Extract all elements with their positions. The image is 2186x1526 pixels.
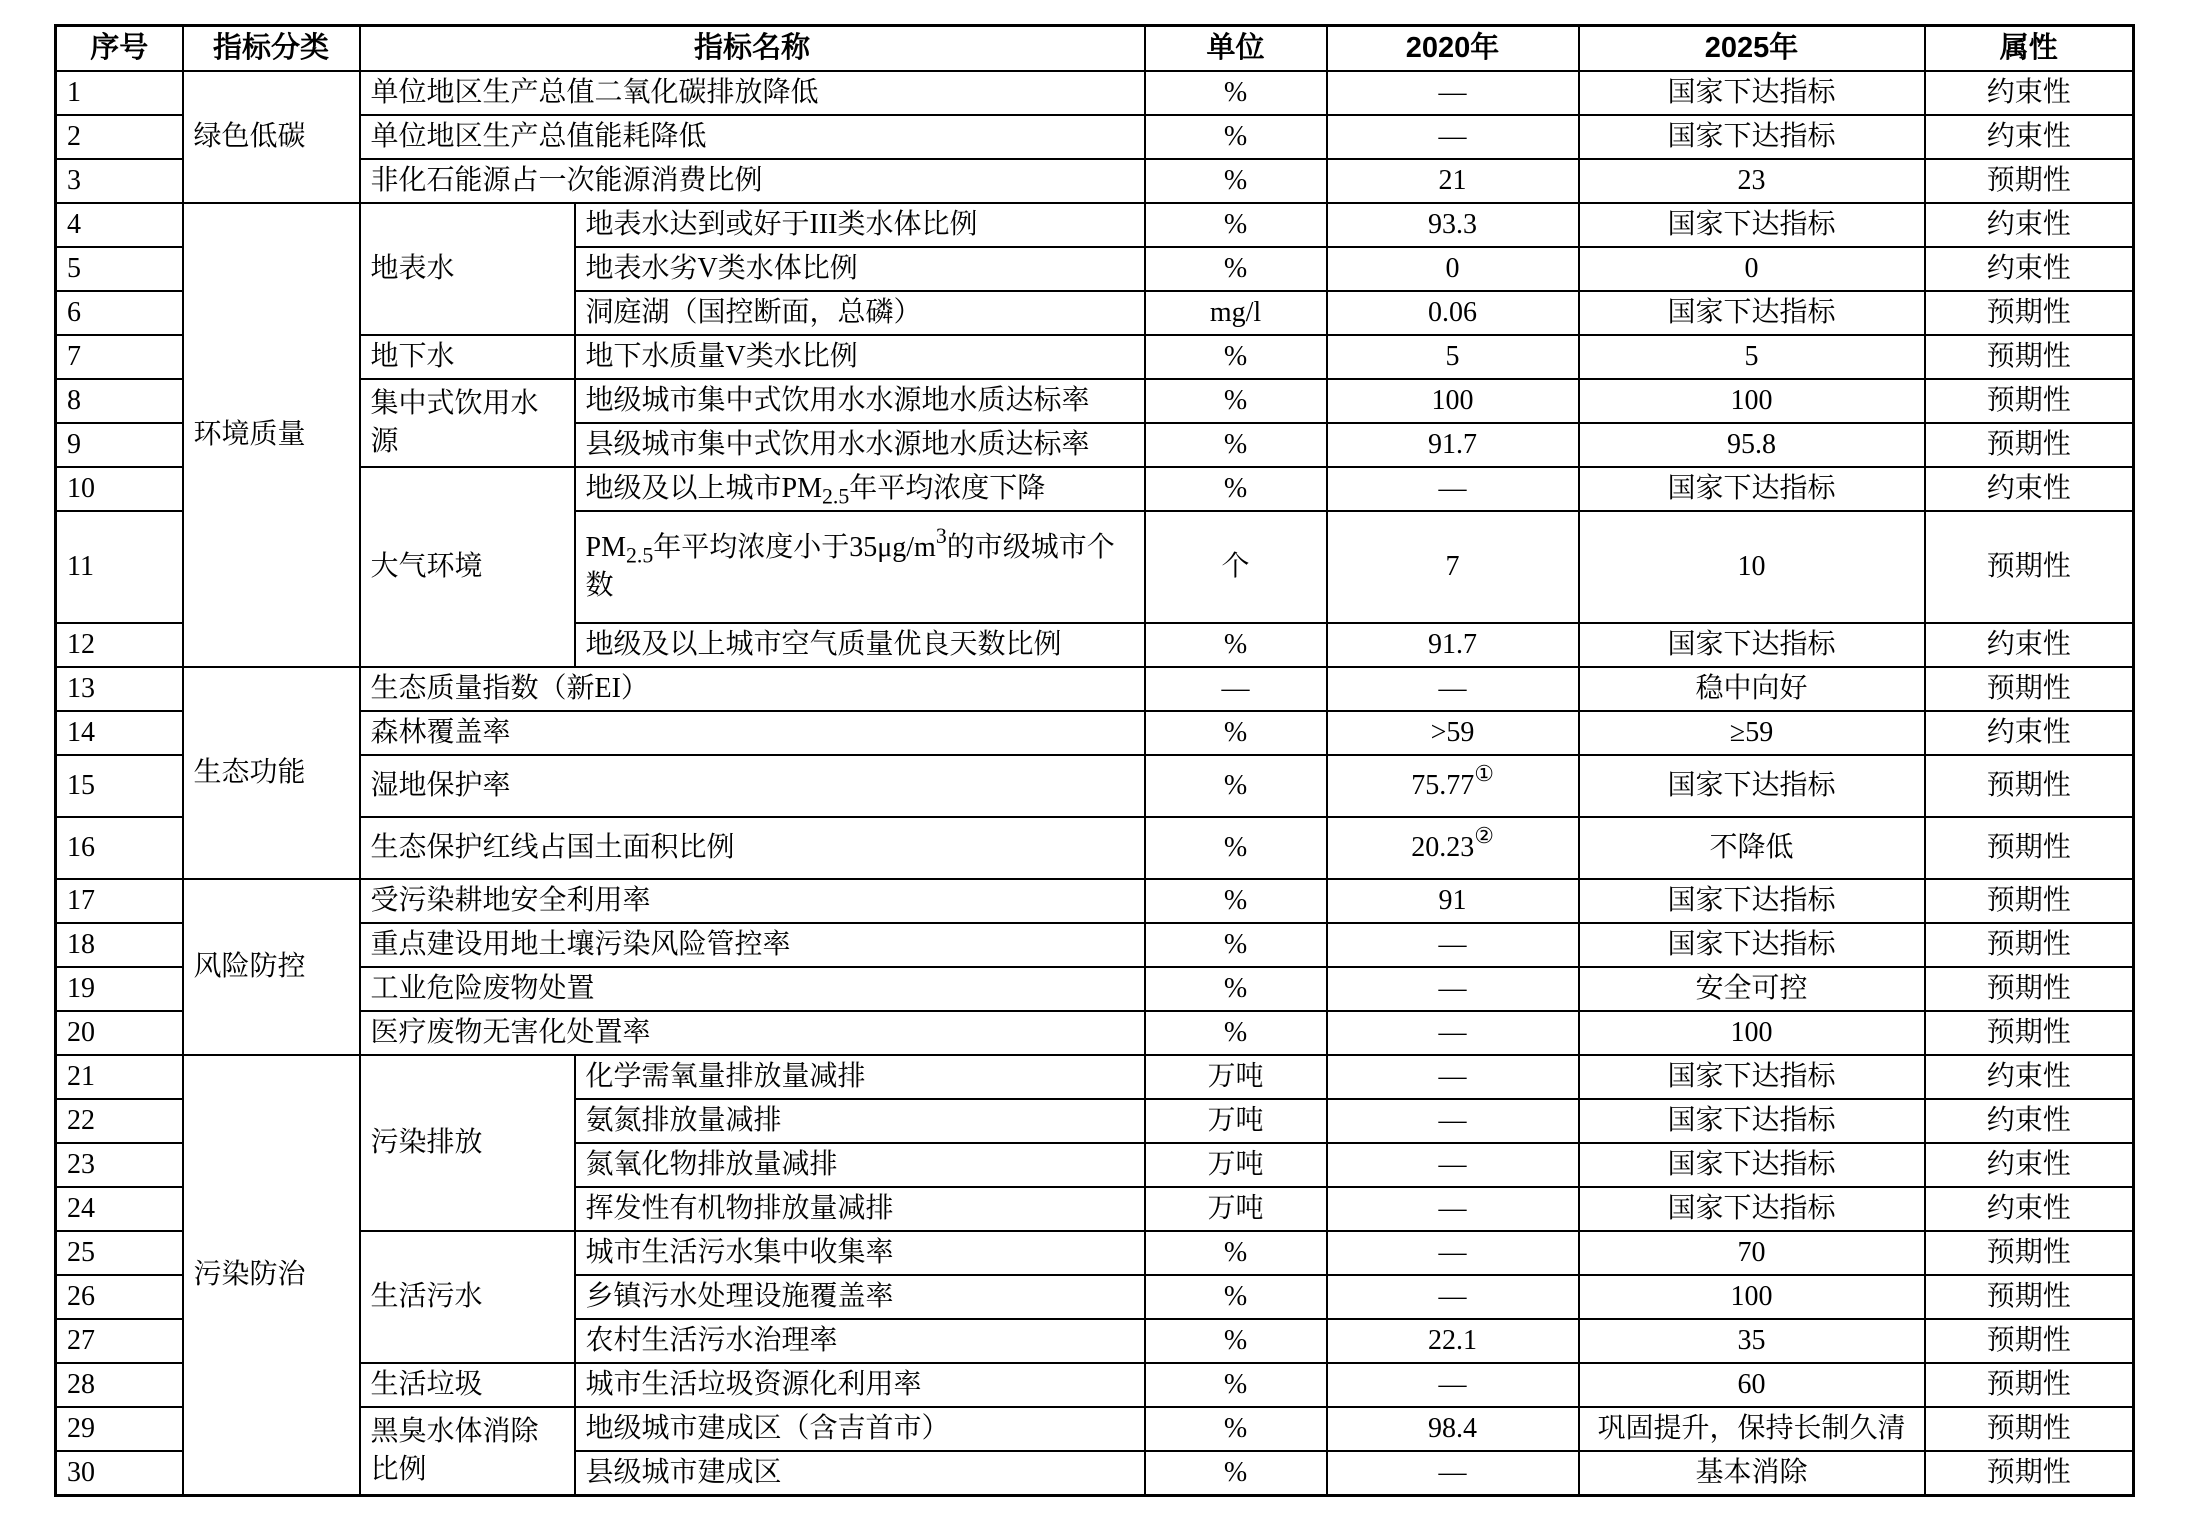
unit-cell: % — [1145, 879, 1327, 923]
value-2025-cell: 100 — [1579, 1275, 1925, 1319]
table-row — [56, 667, 2134, 711]
unit-cell: 万吨 — [1145, 1055, 1327, 1099]
index-cell: 21 — [56, 1055, 183, 1099]
attribute-cell: 预期性 — [1925, 1275, 2134, 1319]
attribute-cell: 预期性 — [1925, 755, 2134, 817]
index-cell: 29 — [56, 1407, 183, 1451]
attribute-cell: 预期性 — [1925, 291, 2134, 335]
value-2025-cell: 国家下达指标 — [1579, 467, 1925, 511]
indicator-name-cell: 生态质量指数（新EI） — [360, 667, 1145, 711]
value-2020-cell: 91.7 — [1327, 423, 1579, 467]
index-cell: 28 — [56, 1363, 183, 1407]
table-row — [56, 1011, 2134, 1055]
indicator-name-cell: 医疗废物无害化处置率 — [360, 1011, 1145, 1055]
value-2025-cell: 巩固提升，保持长制久清 — [1579, 1407, 1925, 1451]
category-cell: 污染防治 — [183, 1055, 360, 1495]
table-header-row — [56, 26, 2134, 72]
value-2020-cell: — — [1327, 667, 1579, 711]
index-cell: 4 — [56, 203, 183, 247]
indicator-name-cell: 挥发性有机物排放量减排 — [575, 1187, 1145, 1231]
value-2020-cell: 5 — [1327, 335, 1579, 379]
value-2025-cell: 安全可控 — [1579, 967, 1925, 1011]
attribute-cell: 预期性 — [1925, 511, 2134, 623]
index-cell: 30 — [56, 1451, 183, 1495]
unit-cell: % — [1145, 1319, 1327, 1363]
index-cell: 22 — [56, 1099, 183, 1143]
indicator-name-cell: 单位地区生产总值能耗降低 — [360, 115, 1145, 159]
attribute-cell: 预期性 — [1925, 967, 2134, 1011]
attribute-cell: 预期性 — [1925, 423, 2134, 467]
index-cell: 26 — [56, 1275, 183, 1319]
table-row — [56, 1407, 2134, 1451]
attribute-cell: 预期性 — [1925, 1231, 2134, 1275]
table-row — [56, 71, 2134, 115]
attribute-cell: 约束性 — [1925, 623, 2134, 667]
indicator-name-cell: 氨氮排放量减排 — [575, 1099, 1145, 1143]
attribute-cell: 约束性 — [1925, 467, 2134, 511]
value-2025-cell: 国家下达指标 — [1579, 203, 1925, 247]
indicator-name-cell: 单位地区生产总值二氧化碳排放降低 — [360, 71, 1145, 115]
unit-cell: % — [1145, 817, 1327, 879]
value-2020-cell: — — [1327, 1055, 1579, 1099]
unit-cell: % — [1145, 623, 1327, 667]
indicator-name-cell: 地级城市建成区（含吉首市） — [575, 1407, 1145, 1451]
unit-cell: 万吨 — [1145, 1143, 1327, 1187]
value-2025-cell: 国家下达指标 — [1579, 755, 1925, 817]
col-header-unit: 单位 — [1145, 26, 1327, 72]
value-2025-cell: 国家下达指标 — [1579, 71, 1925, 115]
col-header-2025: 2025年 — [1579, 26, 1925, 72]
index-cell: 12 — [56, 623, 183, 667]
unit-cell: % — [1145, 159, 1327, 203]
value-2020-cell: 22.1 — [1327, 1319, 1579, 1363]
value-2020-cell: 20.23② — [1327, 817, 1579, 879]
unit-cell: % — [1145, 379, 1327, 423]
unit-cell: % — [1145, 247, 1327, 291]
col-header-category: 指标分类 — [183, 26, 360, 72]
unit-cell: % — [1145, 1407, 1327, 1451]
indicator-name-cell: 城市生活垃圾资源化利用率 — [575, 1363, 1145, 1407]
value-2020-cell: — — [1327, 71, 1579, 115]
indicator-name-cell: 县级城市建成区 — [575, 1451, 1145, 1495]
category-cell: 环境质量 — [183, 203, 360, 667]
attribute-cell: 约束性 — [1925, 1099, 2134, 1143]
value-2025-cell: ≥59 — [1579, 711, 1925, 755]
attribute-cell: 约束性 — [1925, 71, 2134, 115]
subcategory-cell: 地表水 — [360, 203, 575, 335]
indicator-name-cell: 地级及以上城市$PM_{2.5}$年平均浓度下降 — [575, 467, 1145, 511]
unit-cell: % — [1145, 711, 1327, 755]
value-2020-cell: — — [1327, 1143, 1579, 1187]
index-cell: 6 — [56, 291, 183, 335]
value-2025-cell: 国家下达指标 — [1579, 1143, 1925, 1187]
subcategory-cell: 生活垃圾 — [360, 1363, 575, 1407]
value-2020-cell: — — [1327, 1099, 1579, 1143]
indicator-name-cell: 重点建设用地土壤污染风险管控率 — [360, 923, 1145, 967]
unit-cell: % — [1145, 203, 1327, 247]
value-2025-cell: 国家下达指标 — [1579, 1055, 1925, 1099]
value-2025-cell: 70 — [1579, 1231, 1925, 1275]
value-2025-cell: 100 — [1579, 379, 1925, 423]
index-cell: 8 — [56, 379, 183, 423]
value-2020-cell: 0.06 — [1327, 291, 1579, 335]
indicator-name-cell: 县级城市集中式饮用水水源地水质达标率 — [575, 423, 1145, 467]
index-cell: 23 — [56, 1143, 183, 1187]
table-row — [56, 817, 2134, 879]
index-cell: 10 — [56, 467, 183, 511]
index-cell: 7 — [56, 335, 183, 379]
unit-cell: 万吨 — [1145, 1187, 1327, 1231]
index-cell: 9 — [56, 423, 183, 467]
index-cell: 27 — [56, 1319, 183, 1363]
unit-cell: mg/l — [1145, 291, 1327, 335]
indicator-name-cell: 地表水劣V类水体比例 — [575, 247, 1145, 291]
indicator-name-cell: $PM_{2.5}$年平均浓度小于$35\mu g/m^3$的市级城市个数 — [575, 511, 1145, 623]
indicator-name-cell: 洞庭湖（国控断面，总磷） — [575, 291, 1145, 335]
indicator-name-cell: 受污染耕地安全利用率 — [360, 879, 1145, 923]
subcategory-cell: 污染排放 — [360, 1055, 575, 1231]
value-2020-cell: — — [1327, 967, 1579, 1011]
value-2025-cell: 国家下达指标 — [1579, 923, 1925, 967]
indicator-name-cell: 工业危险废物处置 — [360, 967, 1145, 1011]
indicator-name-cell: 乡镇污水处理设施覆盖率 — [575, 1275, 1145, 1319]
table-row — [56, 203, 2134, 247]
indicators-table — [54, 24, 2135, 1497]
indicator-name-cell: 生态保护红线占国土面积比例 — [360, 817, 1145, 879]
index-cell: 19 — [56, 967, 183, 1011]
value-2020-cell: 75.77① — [1327, 755, 1579, 817]
unit-cell: 个 — [1145, 511, 1327, 623]
value-2020-cell: 91 — [1327, 879, 1579, 923]
unit-cell: % — [1145, 1275, 1327, 1319]
unit-cell: % — [1145, 967, 1327, 1011]
table-row — [56, 1055, 2134, 1099]
attribute-cell: 预期性 — [1925, 817, 2134, 879]
value-2020-cell: 0 — [1327, 247, 1579, 291]
attribute-cell: 约束性 — [1925, 711, 2134, 755]
attribute-cell: 预期性 — [1925, 1451, 2134, 1495]
value-2025-cell: 100 — [1579, 1011, 1925, 1055]
index-cell: 24 — [56, 1187, 183, 1231]
index-cell: 13 — [56, 667, 183, 711]
subcategory-cell: 黑臭水体消除比例 — [360, 1407, 575, 1495]
unit-cell: % — [1145, 335, 1327, 379]
indicator-name-cell: 地级城市集中式饮用水水源地水质达标率 — [575, 379, 1145, 423]
value-2020-cell: — — [1327, 1187, 1579, 1231]
indicator-name-cell: 地级及以上城市空气质量优良天数比例 — [575, 623, 1145, 667]
category-cell: 生态功能 — [183, 667, 360, 879]
value-2020-cell: >59 — [1327, 711, 1579, 755]
value-2025-cell: 国家下达指标 — [1579, 623, 1925, 667]
col-header-2020: 2020年 — [1327, 26, 1579, 72]
table-row — [56, 711, 2134, 755]
table-body — [56, 71, 2134, 1495]
value-2020-cell: 21 — [1327, 159, 1579, 203]
value-2020-cell: — — [1327, 467, 1579, 511]
value-2020-cell: 7 — [1327, 511, 1579, 623]
attribute-cell: 预期性 — [1925, 923, 2134, 967]
unit-cell: % — [1145, 923, 1327, 967]
value-2025-cell: 基本消除 — [1579, 1451, 1925, 1495]
index-cell: 5 — [56, 247, 183, 291]
index-cell: 15 — [56, 755, 183, 817]
value-2020-cell: — — [1327, 923, 1579, 967]
unit-cell: % — [1145, 755, 1327, 817]
value-2020-cell: — — [1327, 1363, 1579, 1407]
subcategory-cell: 生活污水 — [360, 1231, 575, 1363]
table-row — [56, 115, 2134, 159]
unit-cell: % — [1145, 1011, 1327, 1055]
indicator-name-cell: 地表水达到或好于III类水体比例 — [575, 203, 1145, 247]
indicator-name-cell: 地下水质量V类水比例 — [575, 335, 1145, 379]
attribute-cell: 预期性 — [1925, 1363, 2134, 1407]
value-2025-cell: 不降低 — [1579, 817, 1925, 879]
category-cell: 绿色低碳 — [183, 71, 360, 203]
value-2020-cell: 100 — [1327, 379, 1579, 423]
attribute-cell: 预期性 — [1925, 1319, 2134, 1363]
index-cell: 1 — [56, 71, 183, 115]
value-2025-cell: 5 — [1579, 335, 1925, 379]
value-2020-cell: 93.3 — [1327, 203, 1579, 247]
index-cell: 14 — [56, 711, 183, 755]
indicator-name-cell: 湿地保护率 — [360, 755, 1145, 817]
table-row — [56, 159, 2134, 203]
attribute-cell: 预期性 — [1925, 1407, 2134, 1451]
col-header-indicator-name: 指标名称 — [360, 26, 1145, 72]
indicator-name-cell: 城市生活污水集中收集率 — [575, 1231, 1145, 1275]
col-header-index: 序号 — [56, 26, 183, 72]
value-2025-cell: 35 — [1579, 1319, 1925, 1363]
value-2025-cell: 国家下达指标 — [1579, 1187, 1925, 1231]
attribute-cell: 约束性 — [1925, 115, 2134, 159]
table-row — [56, 335, 2134, 379]
value-2020-cell: 98.4 — [1327, 1407, 1579, 1451]
value-2025-cell: 国家下达指标 — [1579, 879, 1925, 923]
index-cell: 2 — [56, 115, 183, 159]
indicator-name-cell: 化学需氧量排放量减排 — [575, 1055, 1145, 1099]
value-2025-cell: 国家下达指标 — [1579, 115, 1925, 159]
unit-cell: % — [1145, 1231, 1327, 1275]
indicator-name-cell: 农村生活污水治理率 — [575, 1319, 1145, 1363]
attribute-cell: 预期性 — [1925, 1011, 2134, 1055]
attribute-cell: 约束性 — [1925, 1187, 2134, 1231]
table-header — [56, 26, 2134, 72]
unit-cell: % — [1145, 1451, 1327, 1495]
unit-cell: % — [1145, 467, 1327, 511]
unit-cell: % — [1145, 115, 1327, 159]
value-2025-cell: 国家下达指标 — [1579, 291, 1925, 335]
indicator-name-cell: 非化石能源占一次能源消费比例 — [360, 159, 1145, 203]
indicator-name-cell: 氮氧化物排放量减排 — [575, 1143, 1145, 1187]
table-row — [56, 379, 2134, 423]
attribute-cell: 约束性 — [1925, 247, 2134, 291]
indicator-name-cell: 森林覆盖率 — [360, 711, 1145, 755]
attribute-cell: 预期性 — [1925, 335, 2134, 379]
value-2025-cell: 95.8 — [1579, 423, 1925, 467]
value-2025-cell: 0 — [1579, 247, 1925, 291]
attribute-cell: 约束性 — [1925, 1143, 2134, 1187]
unit-cell: — — [1145, 667, 1327, 711]
value-2025-cell: 60 — [1579, 1363, 1925, 1407]
subcategory-cell: 集中式饮用水源 — [360, 379, 575, 467]
value-2020-cell: — — [1327, 1011, 1579, 1055]
unit-cell: 万吨 — [1145, 1099, 1327, 1143]
value-2025-cell: 国家下达指标 — [1579, 1099, 1925, 1143]
index-cell: 18 — [56, 923, 183, 967]
value-2020-cell: — — [1327, 1275, 1579, 1319]
table-row — [56, 879, 2134, 923]
value-2025-cell: 10 — [1579, 511, 1925, 623]
attribute-cell: 约束性 — [1925, 203, 2134, 247]
index-cell: 20 — [56, 1011, 183, 1055]
unit-cell: % — [1145, 71, 1327, 115]
value-2020-cell: 91.7 — [1327, 623, 1579, 667]
attribute-cell: 预期性 — [1925, 667, 2134, 711]
table-row — [56, 967, 2134, 1011]
table-row — [56, 467, 2134, 511]
col-header-attribute: 属性 — [1925, 26, 2134, 72]
attribute-cell: 预期性 — [1925, 879, 2134, 923]
index-cell: 3 — [56, 159, 183, 203]
unit-cell: % — [1145, 1363, 1327, 1407]
value-2025-cell: 稳中向好 — [1579, 667, 1925, 711]
index-cell: 16 — [56, 817, 183, 879]
table-row — [56, 1231, 2134, 1275]
value-2020-cell: — — [1327, 115, 1579, 159]
value-2020-cell: — — [1327, 1451, 1579, 1495]
attribute-cell: 约束性 — [1925, 1055, 2134, 1099]
category-cell: 风险防控 — [183, 879, 360, 1055]
value-2020-cell: — — [1327, 1231, 1579, 1275]
subcategory-cell: 大气环境 — [360, 467, 575, 667]
table-row — [56, 923, 2134, 967]
attribute-cell: 预期性 — [1925, 159, 2134, 203]
value-2025-cell: 23 — [1579, 159, 1925, 203]
subcategory-cell: 地下水 — [360, 335, 575, 379]
index-cell: 17 — [56, 879, 183, 923]
index-cell: 11 — [56, 511, 183, 623]
table-row — [56, 1363, 2134, 1407]
attribute-cell: 预期性 — [1925, 379, 2134, 423]
unit-cell: % — [1145, 423, 1327, 467]
index-cell: 25 — [56, 1231, 183, 1275]
table-row — [56, 755, 2134, 817]
